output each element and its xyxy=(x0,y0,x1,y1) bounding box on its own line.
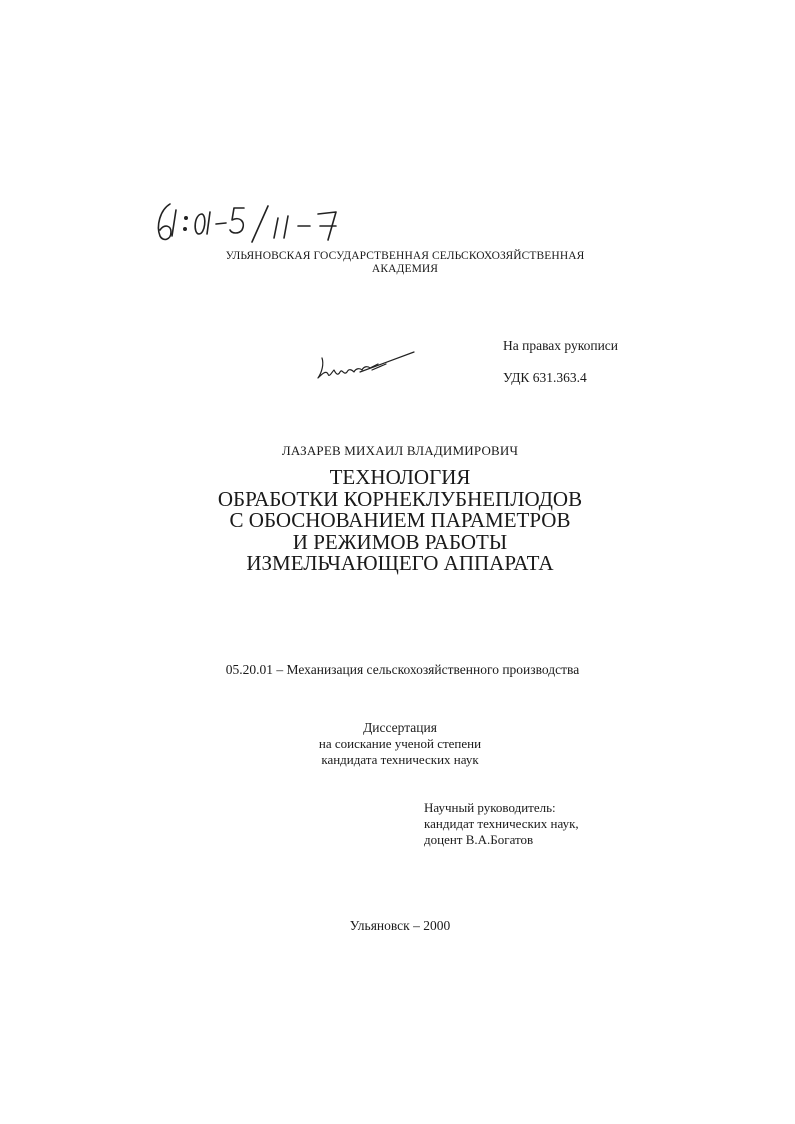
dissertation-title xyxy=(150,467,650,575)
author-signature xyxy=(314,348,424,386)
city-year: Ульяновск – 2000 xyxy=(349,918,451,933)
title-line-1: ТЕХНОЛОГИЯ xyxy=(329,465,471,489)
specialty-code: 05.20.01 – Механизация сельскохозяйственного производства xyxy=(225,662,580,677)
scientific-advisor xyxy=(424,800,579,848)
degree-statement xyxy=(250,720,550,768)
handwritten-code-glyphs xyxy=(152,196,382,246)
handwritten-archive-code xyxy=(152,196,382,246)
degree-line-1: Диссертация xyxy=(363,720,437,735)
author-name: ЛАЗАРЕВ МИХАИЛ ВЛАДИМИРОВИЧ xyxy=(281,443,519,458)
title-line-2: ОБРАБОТКИ КОРНЕКЛУБНЕПЛОДОВ xyxy=(217,486,583,511)
title-line-4: И РЕЖИМОВ РАБОТЫ xyxy=(292,529,508,554)
udc-code: УДК 631.363.4 xyxy=(503,370,587,385)
advisor-line-2: кандидат технических наук, xyxy=(424,816,579,831)
institution-line-2: АКАДЕМИЯ xyxy=(371,263,439,275)
manuscript-rights-label: На правах рукописи xyxy=(503,338,619,353)
institution-line-1: УЛЬЯНОВСКАЯ ГОСУДАРСТВЕННАЯ СЕЛЬСКОХОЗЯЙСТВЕННАЯ xyxy=(225,250,585,262)
signature-icon xyxy=(314,348,424,386)
degree-line-3: кандидата технических наук xyxy=(321,752,479,767)
institution-name xyxy=(150,250,660,276)
title-line-5: ИЗМЕЛЬЧАЮЩЕГО АППАРАТА xyxy=(246,551,554,575)
advisor-line-3: доцент В.А.Богатов xyxy=(424,832,534,847)
advisor-line-1: Научный руководитель: xyxy=(424,800,556,815)
title-line-3: С ОБОСНОВАНИЕМ ПАРАМЕТРОВ xyxy=(229,508,571,532)
degree-line-2: на соискание ученой степени xyxy=(318,736,482,751)
